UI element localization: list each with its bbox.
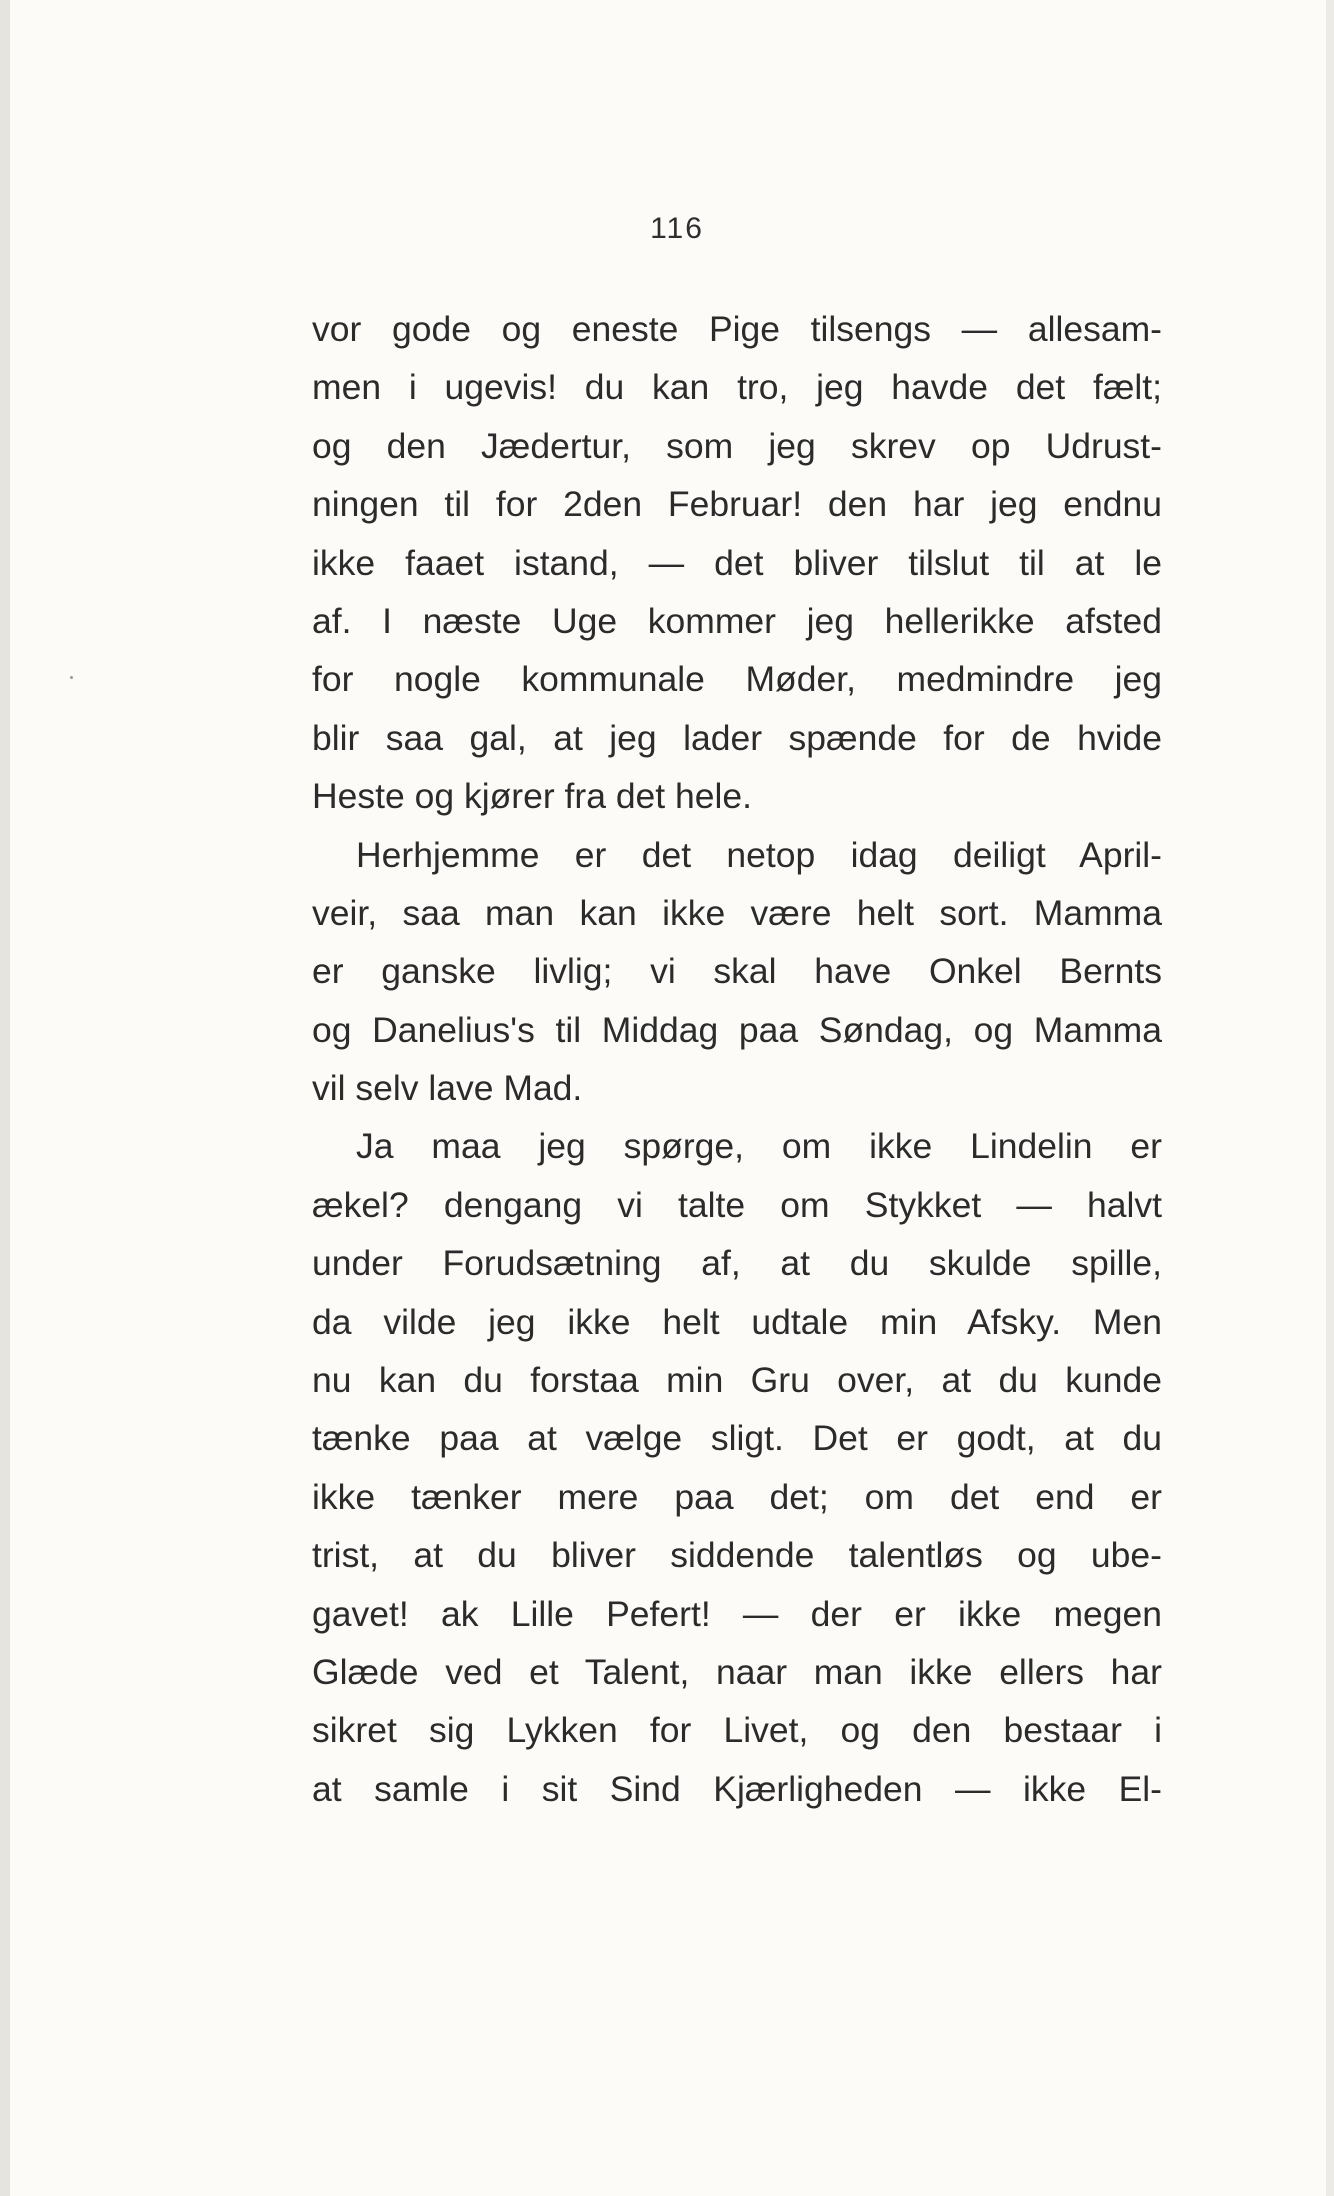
text-line: af. I næste Uge kommer jeg hellerikke afsted (312, 600, 1162, 641)
text-line: Glæde ved et Talent, naar man ikke ellers har (312, 1651, 1162, 1692)
text-line: vor gode og eneste Pige tilsengs — allesam- (312, 309, 1162, 349)
text-line: for nogle kommunale Møder, medmindre jeg (312, 659, 1162, 700)
text-line: blir saa gal, at jeg lader spænde for de hvide (312, 717, 1162, 758)
text-line: Herhjemme er det netop idag deiligt April- (356, 834, 1162, 875)
text-line: Heste og kjører fra det hele. (312, 776, 753, 817)
text-line: Ja maa jeg spørge, om ikke Lindelin er (356, 1126, 1162, 1167)
text-line: vil selv lave Mad. (312, 1068, 583, 1109)
text-line: veir, saa man kan ikke være helt sort. Mamma (312, 892, 1162, 933)
text-line: ækel? dengang vi talte om Stykket — halvt (312, 1184, 1162, 1225)
text-line: nu kan du forstaa min Gru over, at du kunde (312, 1360, 1162, 1401)
text-line: trist, at du bliver siddende talentløs og ube- (312, 1535, 1162, 1576)
text-line: er ganske livlig; vi skal have Onkel Bernts (312, 951, 1162, 992)
text-line: tænke paa at vælge sligt. Det er godt, at du (312, 1418, 1162, 1459)
text-line: ikke tænker mere paa det; om det end er (312, 1476, 1162, 1517)
text-line: under Forudsætning af, at du skulde spille, (312, 1243, 1162, 1284)
text-line: da vilde jeg ikke helt udtale min Afsky. Men (312, 1301, 1162, 1342)
margin-speck (70, 676, 73, 679)
text-line: men i ugevis! du kan tro, jeg havde det fælt; (312, 367, 1162, 408)
text-line: ningen til for 2den Februar! den har jeg endnu (312, 484, 1162, 525)
text-line: gavet! ak Lille Pefert! — der er ikke megen (312, 1593, 1162, 1634)
text-line: sikret sig Lykken for Livet, og den bestaar i (312, 1710, 1162, 1751)
page-number: 116 (650, 212, 704, 245)
text-line: at samle i sit Sind Kjærligheden — ikke El- (312, 1768, 1162, 1809)
text-line: og den Jædertur, som jeg skrev op Udrust- (312, 425, 1162, 466)
text-line: ikke faaet istand, — det bliver tilslut til at le (312, 542, 1162, 583)
text-line: og Danelius's til Middag paa Søndag, og Mamma (312, 1009, 1162, 1050)
body-text (312, 300, 1162, 1818)
